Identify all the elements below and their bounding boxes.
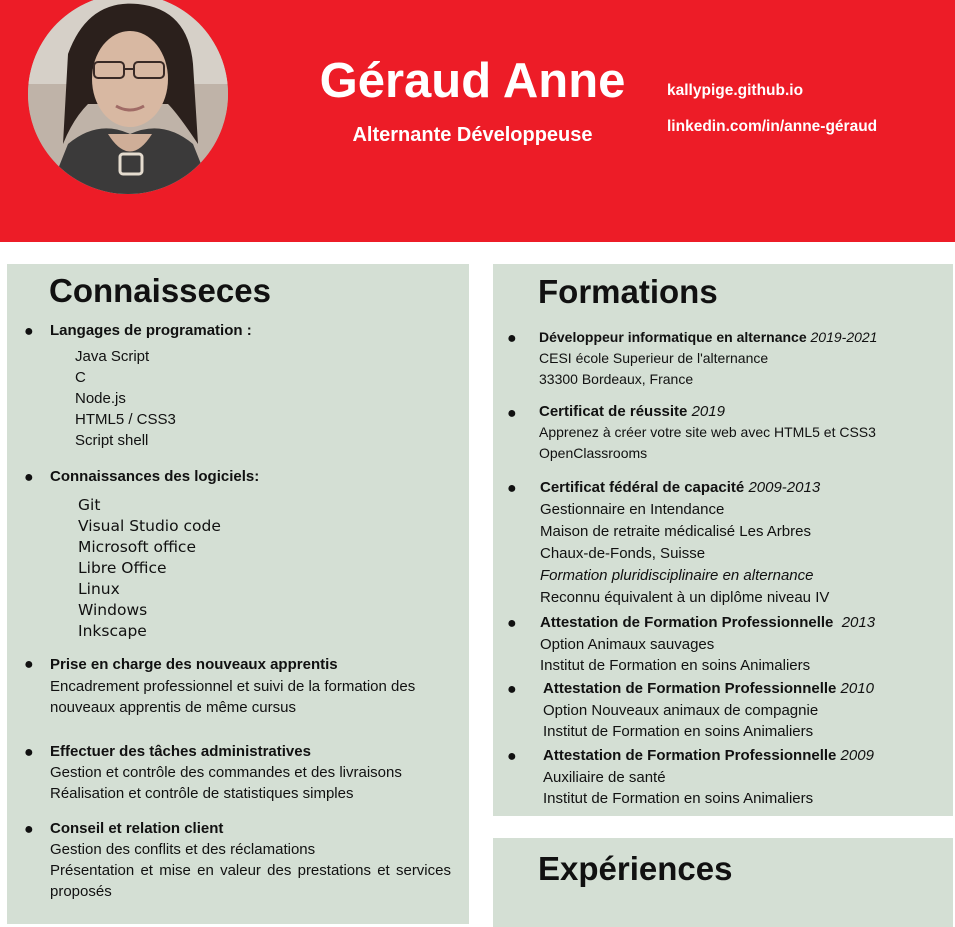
formation-title: Attestation de Formation Professionnelle [543,747,837,764]
client-line: Présentation et mise en valeur des prestations et services proposés [50,862,451,900]
bullet-icon: ● [507,748,517,765]
bullet-icon: ● [507,480,517,497]
bullet-icon: ● [507,405,517,422]
formation-line: Reconnu équivalent à un diplôme niveau IV [540,589,830,606]
header-banner [0,0,955,242]
bullet-icon: ● [24,323,34,340]
apprentices-text: Encadrement professionnel et suivi de la formation des nouveaux apprentis de même cursus [50,678,416,716]
admin-line: Gestion et contrôle des commandes et des livraisons [50,764,402,781]
formation-line: Institut de Formation en soins Animaliers [543,790,814,807]
formation-item [540,612,875,676]
experiences-panel [493,838,953,927]
bullet-icon: ● [24,744,34,761]
formation-line: Apprenez à créer votre site web avec HTML5 et CSS3 [539,424,876,440]
formation-line: Maison de retraite médicalisé Les Arbres [540,523,811,540]
formation-title: Certificat de réussite [539,403,688,420]
formation-line: Institut de Formation en soins Animaliers [540,657,811,674]
language-item: Node.js [75,390,126,407]
software-item: Microsoft office [78,538,196,556]
bullet-icon: ● [507,681,517,698]
admin-label: Effectuer des tâches administratives [50,743,311,760]
formation-title: Développeur informatique en alternance [539,329,807,345]
software-item: Libre Office [78,559,167,577]
formation-line: OpenClassrooms [539,445,648,461]
formation-line: 33300 Bordeaux, France [539,371,694,387]
knowledge-panel [7,264,469,924]
formation-years: 2013 [841,614,876,631]
formation-item [539,401,876,464]
portrait-image [28,0,228,194]
software-item: Git [78,496,101,514]
languages-list [75,346,176,451]
bullet-icon: ● [507,615,517,632]
formation-item [540,477,829,609]
bullet-icon: ● [24,469,34,486]
client-text [50,839,451,902]
formation-title: Certificat fédéral de capacité [540,479,745,496]
admin-line: Réalisation et contrôle de statistiques simples [50,785,354,802]
formation-years: 2009-2013 [748,479,821,496]
languages-label: Langages de programation : [50,322,252,339]
formation-line: Gestionnaire en Intendance [540,501,725,518]
website-link[interactable]: kallypige.github.io [667,82,804,99]
software-item: Windows [78,601,148,619]
formation-item [539,327,877,390]
formation-line: Chaux-de-Fonds, Suisse [540,545,706,562]
formations-title: Formations [538,273,718,310]
software-item: Linux [78,580,120,598]
experiences-title: Expériences [538,850,733,887]
job-title: Alternante Développeuse [352,124,593,146]
formation-line: Option Nouveaux animaux de compagnie [543,702,819,719]
formation-item [543,745,874,810]
formation-line: Option Animaux sauvages [540,636,715,653]
formation-years: 2019 [691,403,725,420]
apprentices-label: Prise en charge des nouveaux apprentis [50,656,338,673]
bullet-icon: ● [507,330,517,347]
language-item: Java Script [75,348,150,365]
knowledge-title: Connaisseces [49,272,271,309]
linkedin-link[interactable]: linkedin.com/in/anne-géraud [667,118,878,135]
client-label: Conseil et relation client [50,820,224,837]
formation-line: Institut de Formation en soins Animaliers [543,723,814,740]
bullet-icon: ● [24,656,34,673]
software-item: Inkscape [78,622,147,640]
formations-panel [493,264,953,816]
formation-title: Attestation de Formation Professionnelle [540,614,834,631]
formation-line: CESI école Superieur de l'alternance [539,350,769,366]
admin-lines [50,762,402,804]
language-item: Script shell [75,432,149,449]
formation-years: 2010 [840,680,874,697]
formation-title: Attestation de Formation Professionnelle [543,680,837,697]
formation-item [543,678,874,742]
software-item: Visual Studio code [78,517,221,535]
profile-photo [28,0,228,194]
bullet-icon: ● [24,821,34,838]
formation-line: Auxiliaire de santé [543,769,666,786]
software-list [78,495,221,642]
language-item: C [75,369,86,386]
person-name: Géraud Anne [319,54,626,108]
formation-line: Formation pluridisciplinaire en alternance [540,567,814,584]
formation-years: 2019-2021 [810,329,878,345]
software-label: Connaissances des logiciels: [50,468,260,485]
formation-years: 2009 [840,747,874,764]
client-line: Gestion des conflits et des réclamations [50,841,316,858]
language-item: HTML5 / CSS3 [75,411,176,428]
